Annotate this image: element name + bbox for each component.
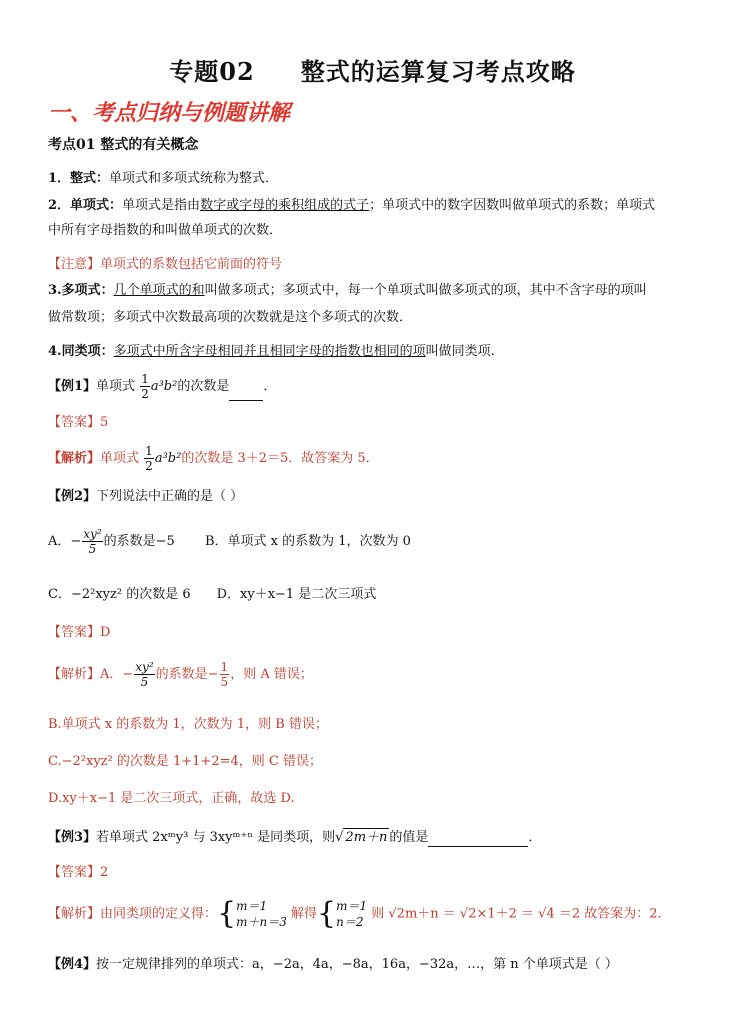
example-1-answer: 【答案】5 [48, 415, 109, 430]
topic-heading: 考点01 整式的有关概念 [48, 137, 199, 153]
example-2-analysis-c: C.−2²xyz² 的次数是 1+1+2=4，则 C 错误； [48, 754, 322, 769]
option-a-b: A．− $\frac{\text{xy²}}{5}$ 的系数是−5 B．单项式 x 的系数为 1，次数为 0 [48, 527, 411, 556]
def-1: 1．整式：单项式和多项式统称为整式． [48, 171, 279, 186]
example-2-answer: 【答案】D [48, 625, 111, 640]
def-3-cont: 做常数项；多项式中次数最高项的次数就是这个多项式的次数． [48, 310, 413, 325]
example-2-analysis-a: 【解析】A．− $\frac{\text{xy²}}{5}$ 的系数是− $\frac{1}{5}$ ，则 A 错误； [48, 660, 313, 689]
example-4: 【例4】按一定规律排列的单项式：a，−2a，4a，−8a，16a，−32a，…，第 n 个单项式是（ ） [48, 957, 618, 972]
example-1-analysis: 【解析】单项式 $\frac{1}{2}$ a³b²的次数是 3＋2＝5．故答案为 5． [48, 444, 379, 473]
example-2: 【例2】下列说法中正确的是（ ） [48, 489, 244, 504]
page-title: 专题02 整式的运算复习考点攻略 [169, 57, 576, 86]
def-2-cont: 中所有字母指数的和叫做单项式的次数． [48, 223, 283, 238]
example-3-analysis: 【解析】由同类项的定义得：{ m＝1 m＋n＝3 解得{ m＝1 n＝2 则 √2m＋n ＝ √2×1＋2 ＝ √4 ＝2 故答案为：2． [48, 896, 671, 931]
def-4: 4.同类项：多项式中所含字母相同并且相同字母的指数也相同的项叫做同类项. [48, 344, 495, 359]
example-1: 【例1】单项式 $\frac{1}{2}$ a³b²的次数是 ． [48, 372, 277, 401]
section-heading: 一、考点归纳与例题讲解 [48, 101, 291, 126]
example-2-analysis-b: B.单项式 x 的系数为 1，次数为 1，则 B 错误； [48, 717, 328, 732]
fraction: $\frac{1}{2}$ [141, 372, 149, 401]
def-2: 2．单项式：单项式是指由数字或字母的乘积组成的式子；单项式中的数字因数叫做单项式的系数；单项式 [48, 198, 656, 213]
note: 【注意】单项式的系数包括它前面的符号 [48, 257, 283, 272]
example-3: 【例3】若单项式 2xᵐy³ 与 3xyᵐ⁺ⁿ 是同类项，则√ 2m＋n 的值是 ． [48, 830, 542, 845]
def-3: 3.多项式：几个单项式的和叫做多项式；多项式中，每一个单项式叫做多项式的项，其中不含字母的项叫 [48, 283, 647, 298]
example-2-analysis-d: D.xy＋x−1 是二次三项式，正确，故选 D. [48, 791, 295, 806]
option-c-d: C．−2²xyz² 的次数是 6 D．xy＋x−1 是二次三项式 [48, 587, 377, 602]
example-3-answer: 【答案】2 [48, 865, 109, 880]
